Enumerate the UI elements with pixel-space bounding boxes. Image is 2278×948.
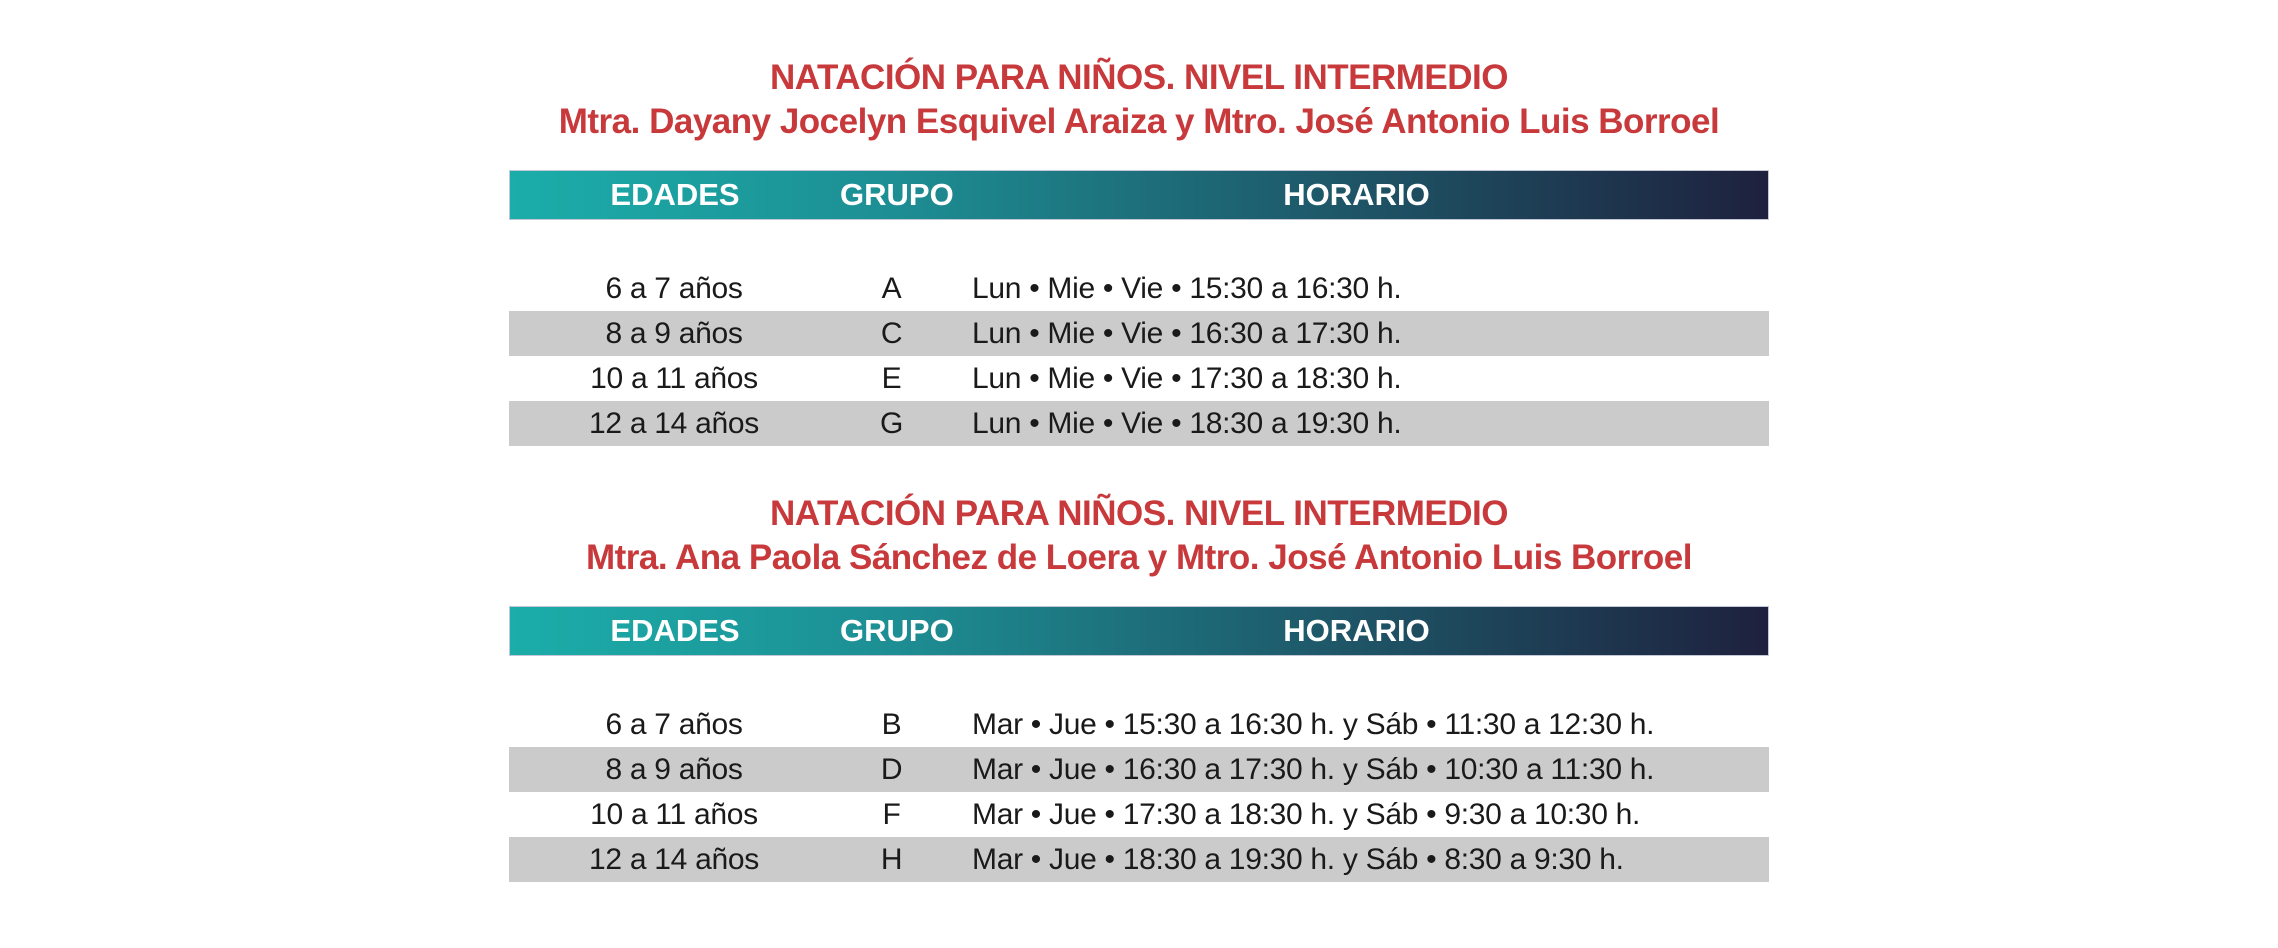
cell-horario: Mar • Jue • 15:30 a 16:30 h. y Sáb • 11:30 a 12:30 h. (972, 707, 1655, 741)
column-header-edades: EDADES (610, 177, 740, 212)
cell-grupo: G (879, 406, 904, 440)
table-header-row (509, 170, 1769, 220)
table-row (509, 311, 1769, 356)
section-subtitle: Mtra. Ana Paola Sánchez de Loera y Mtro. José Antonio Luis Borroel (585, 538, 1692, 577)
column-header-horario: HORARIO (1283, 613, 1430, 648)
schedule-table-1 (509, 170, 1769, 446)
table-row (509, 837, 1769, 882)
cell-edades: 12 a 14 años (589, 842, 759, 876)
cell-horario: Lun • Mie • Vie • 18:30 a 19:30 h. (972, 406, 1402, 440)
table-row (509, 702, 1769, 747)
section-subtitle: Mtra. Dayany Jocelyn Esquivel Araiza y Mtro. José Antonio Luis Borroel (558, 102, 1720, 141)
section-title: NATACIÓN PARA NIÑOS. NIVEL INTERMEDIO (770, 494, 1508, 533)
cell-grupo: A (881, 271, 902, 305)
cell-horario: Lun • Mie • Vie • 15:30 a 16:30 h. (972, 271, 1402, 305)
cell-grupo: F (882, 797, 901, 831)
schedule-table-2 (509, 606, 1769, 882)
column-header-horario: HORARIO (1283, 177, 1430, 212)
schedule-section-2 (0, 446, 2278, 882)
table-spacer (509, 220, 1769, 266)
cell-horario: Mar • Jue • 17:30 a 18:30 h. y Sáb • 9:30 a 10:30 h. (972, 797, 1641, 831)
cell-edades: 6 a 7 años (605, 707, 743, 741)
cell-grupo: H (880, 842, 903, 876)
column-header-grupo: GRUPO (840, 177, 954, 212)
table-spacer (509, 656, 1769, 702)
schedule-section-1 (0, 0, 2278, 446)
cell-edades: 8 a 9 años (605, 316, 743, 350)
table-header-row (509, 606, 1769, 656)
cell-horario: Mar • Jue • 16:30 a 17:30 h. y Sáb • 10:30 a 11:30 h. (972, 752, 1655, 786)
cell-edades: 12 a 14 años (589, 406, 759, 440)
cell-edades: 10 a 11 años (590, 797, 758, 831)
cell-grupo: C (880, 316, 903, 350)
column-header-edades: EDADES (610, 613, 740, 648)
cell-edades: 10 a 11 años (590, 361, 758, 395)
cell-grupo: B (881, 707, 902, 741)
section-title: NATACIÓN PARA NIÑOS. NIVEL INTERMEDIO (770, 58, 1508, 97)
cell-edades: 6 a 7 años (605, 271, 743, 305)
column-header-grupo: GRUPO (840, 613, 954, 648)
cell-grupo: E (881, 361, 902, 395)
cell-horario: Lun • Mie • Vie • 16:30 a 17:30 h. (972, 316, 1402, 350)
cell-horario: Mar • Jue • 18:30 a 19:30 h. y Sáb • 8:30 a 9:30 h. (972, 842, 1624, 876)
table-row (509, 266, 1769, 311)
table-row (509, 401, 1769, 446)
table-row (509, 747, 1769, 792)
table-row (509, 792, 1769, 837)
cell-grupo: D (880, 752, 903, 786)
table-row (509, 356, 1769, 401)
cell-horario: Lun • Mie • Vie • 17:30 a 18:30 h. (972, 361, 1402, 395)
cell-edades: 8 a 9 años (605, 752, 743, 786)
